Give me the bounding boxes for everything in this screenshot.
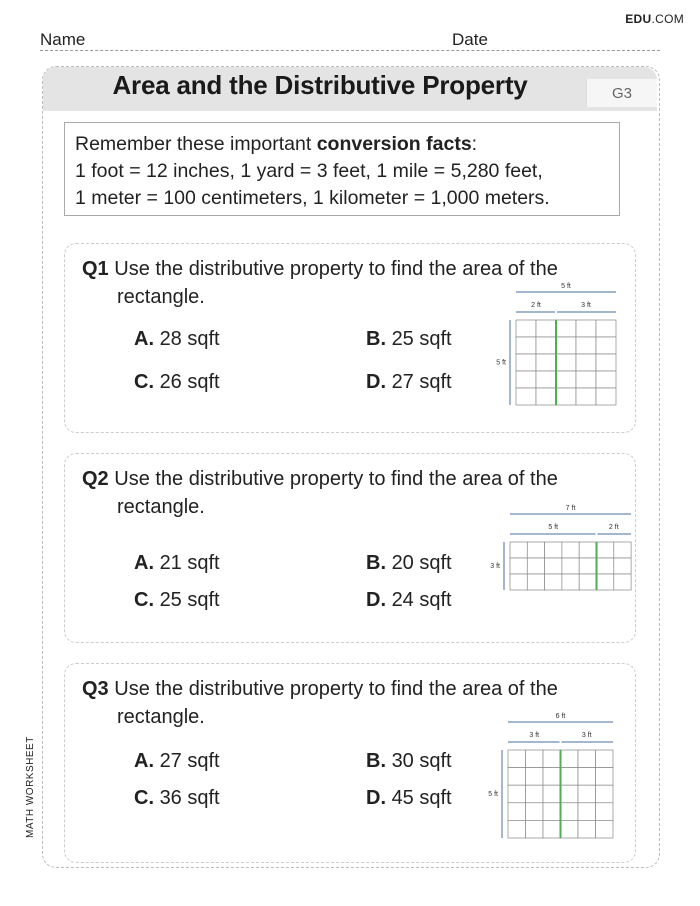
grid-cell (597, 542, 614, 558)
grid-cell (576, 320, 596, 337)
grid-cell (545, 574, 562, 590)
sidebar-label: MATH WORKSHEET (25, 736, 36, 838)
grid-cell (527, 558, 544, 574)
height-label: 3 ft (490, 563, 500, 570)
q1-option-c[interactable]: C. 26 sqft (134, 371, 220, 393)
grid-cell (526, 750, 544, 768)
grid-cell (536, 354, 556, 371)
grid-cell (545, 558, 562, 574)
question-3-text: Q3 Use the distributive property to find the area of the rectangle. (82, 678, 558, 728)
grid-cell (556, 320, 576, 337)
q2-option-a[interactable]: A. 21 sqft (134, 552, 220, 574)
grid-cell (508, 803, 526, 821)
grid-cell (536, 320, 556, 337)
grid-cell (578, 750, 596, 768)
grid-cell (614, 574, 631, 590)
grid-cell (526, 820, 544, 838)
grid-cell (536, 337, 556, 354)
grid-cell (510, 542, 527, 558)
q2-option-b[interactable]: B. 20 sqft (366, 552, 452, 574)
grid-cell (543, 785, 561, 803)
left-width-label: 2 ft (531, 302, 541, 309)
grid-cell (508, 768, 526, 786)
grid-cell (545, 542, 562, 558)
date-label: Date (452, 30, 488, 49)
grid-cell (576, 354, 596, 371)
grid-cell (579, 574, 596, 590)
grid-cell (536, 371, 556, 388)
grid-cell (543, 820, 561, 838)
total-width-label: 7 ft (565, 505, 576, 512)
grid-cell (543, 768, 561, 786)
grid-cell (597, 558, 614, 574)
q3-option-c[interactable]: C. 36 sqft (134, 787, 220, 809)
grid-cell (526, 803, 544, 821)
grid-cell (596, 320, 616, 337)
grid-cell (596, 768, 614, 786)
q2-option-d[interactable]: D. 24 sqft (366, 589, 452, 611)
grid-cell (561, 785, 579, 803)
grid-cell (536, 388, 556, 405)
grid-cell (578, 820, 596, 838)
height-label: 5 ft (496, 359, 506, 367)
grid-cell (526, 785, 544, 803)
grid-cell (516, 337, 536, 354)
q2-option-c[interactable]: C. 25 sqft (134, 589, 220, 611)
name-label: Name (40, 30, 86, 49)
total-width-label: 6 ft (555, 713, 566, 720)
height-label: 5 ft (488, 791, 498, 798)
grid-cell (562, 558, 579, 574)
grid-cell (576, 371, 596, 388)
right-width-label: 2 ft (608, 524, 619, 531)
grid-cell (556, 388, 576, 405)
grid-cell (527, 574, 544, 590)
grid-cell (510, 558, 527, 574)
grid-cell (578, 785, 596, 803)
page-title: Area and the Distributive Property (112, 70, 528, 100)
grade-badge: G3 (586, 79, 657, 107)
left-width-label: 5 ft (548, 524, 559, 531)
grid-cell (556, 337, 576, 354)
grid-cell (508, 785, 526, 803)
grid-cell (516, 371, 536, 388)
question-2-text: Q2 Use the distributive property to find the area of the rectangle. (82, 468, 558, 518)
grid-cell (543, 750, 561, 768)
grid-cell (576, 388, 596, 405)
grid-cell (516, 354, 536, 371)
grid-cell (516, 388, 536, 405)
q3-option-b[interactable]: B. 30 sqft (366, 750, 452, 772)
grid-cell (614, 542, 631, 558)
grid-cell (579, 558, 596, 574)
q1-option-b[interactable]: B. 25 sqft (366, 328, 452, 350)
q3-area-diagram (480, 712, 620, 844)
grid-cell (556, 371, 576, 388)
grid-cell (510, 574, 527, 590)
name-date-line (40, 30, 660, 51)
grid-cell (596, 820, 614, 838)
grid-cell (516, 320, 536, 337)
grid-cell (526, 768, 544, 786)
q2-area-diagram (478, 497, 634, 597)
grid-cell (596, 803, 614, 821)
q1-option-a[interactable]: A. 28 sqft (134, 328, 220, 350)
grid-cell (561, 820, 579, 838)
grid-cell (543, 803, 561, 821)
total-width-label: 5 ft (561, 283, 571, 290)
grid-cell (596, 785, 614, 803)
grid-cell (596, 388, 616, 405)
grid-cell (561, 803, 579, 821)
grid-cell (576, 337, 596, 354)
grid-cell (596, 354, 616, 371)
grid-cell (556, 354, 576, 371)
brand-logo: EDU.COM (625, 12, 684, 26)
grid-cell (596, 337, 616, 354)
grid-cell (578, 803, 596, 821)
grid-cell (508, 820, 526, 838)
grid-cell (561, 768, 579, 786)
grid-cell (562, 574, 579, 590)
conversion-facts-box: Remember these important conversion facts: 1 foot = 12 inches, 1 yard = 3 feet, 1 mile = 5,280 feet, 1 meter = 100 centimeters, 1 kilometer = 1,000 meters. (64, 122, 620, 216)
q3-option-a[interactable]: A. 27 sqft (134, 750, 220, 772)
grid-cell (562, 542, 579, 558)
grid-cell (561, 750, 579, 768)
q1-option-d[interactable]: D. 27 sqft (366, 371, 452, 393)
grid-cell (596, 750, 614, 768)
question-1-text: Q1 Use the distributive property to find the area of the rectangle. (82, 258, 558, 308)
grid-cell (527, 542, 544, 558)
left-width-label: 3 ft (529, 732, 540, 739)
grid-cell (508, 750, 526, 768)
grid-cell (597, 574, 614, 590)
grid-cell (578, 768, 596, 786)
q3-option-d[interactable]: D. 45 sqft (366, 787, 452, 809)
q1-area-diagram (488, 278, 628, 410)
grid-cell (614, 558, 631, 574)
right-width-label: 3 ft (581, 732, 592, 739)
grid-cell (579, 542, 596, 558)
right-width-label: 3 ft (581, 302, 591, 309)
grid-cell (596, 371, 616, 388)
